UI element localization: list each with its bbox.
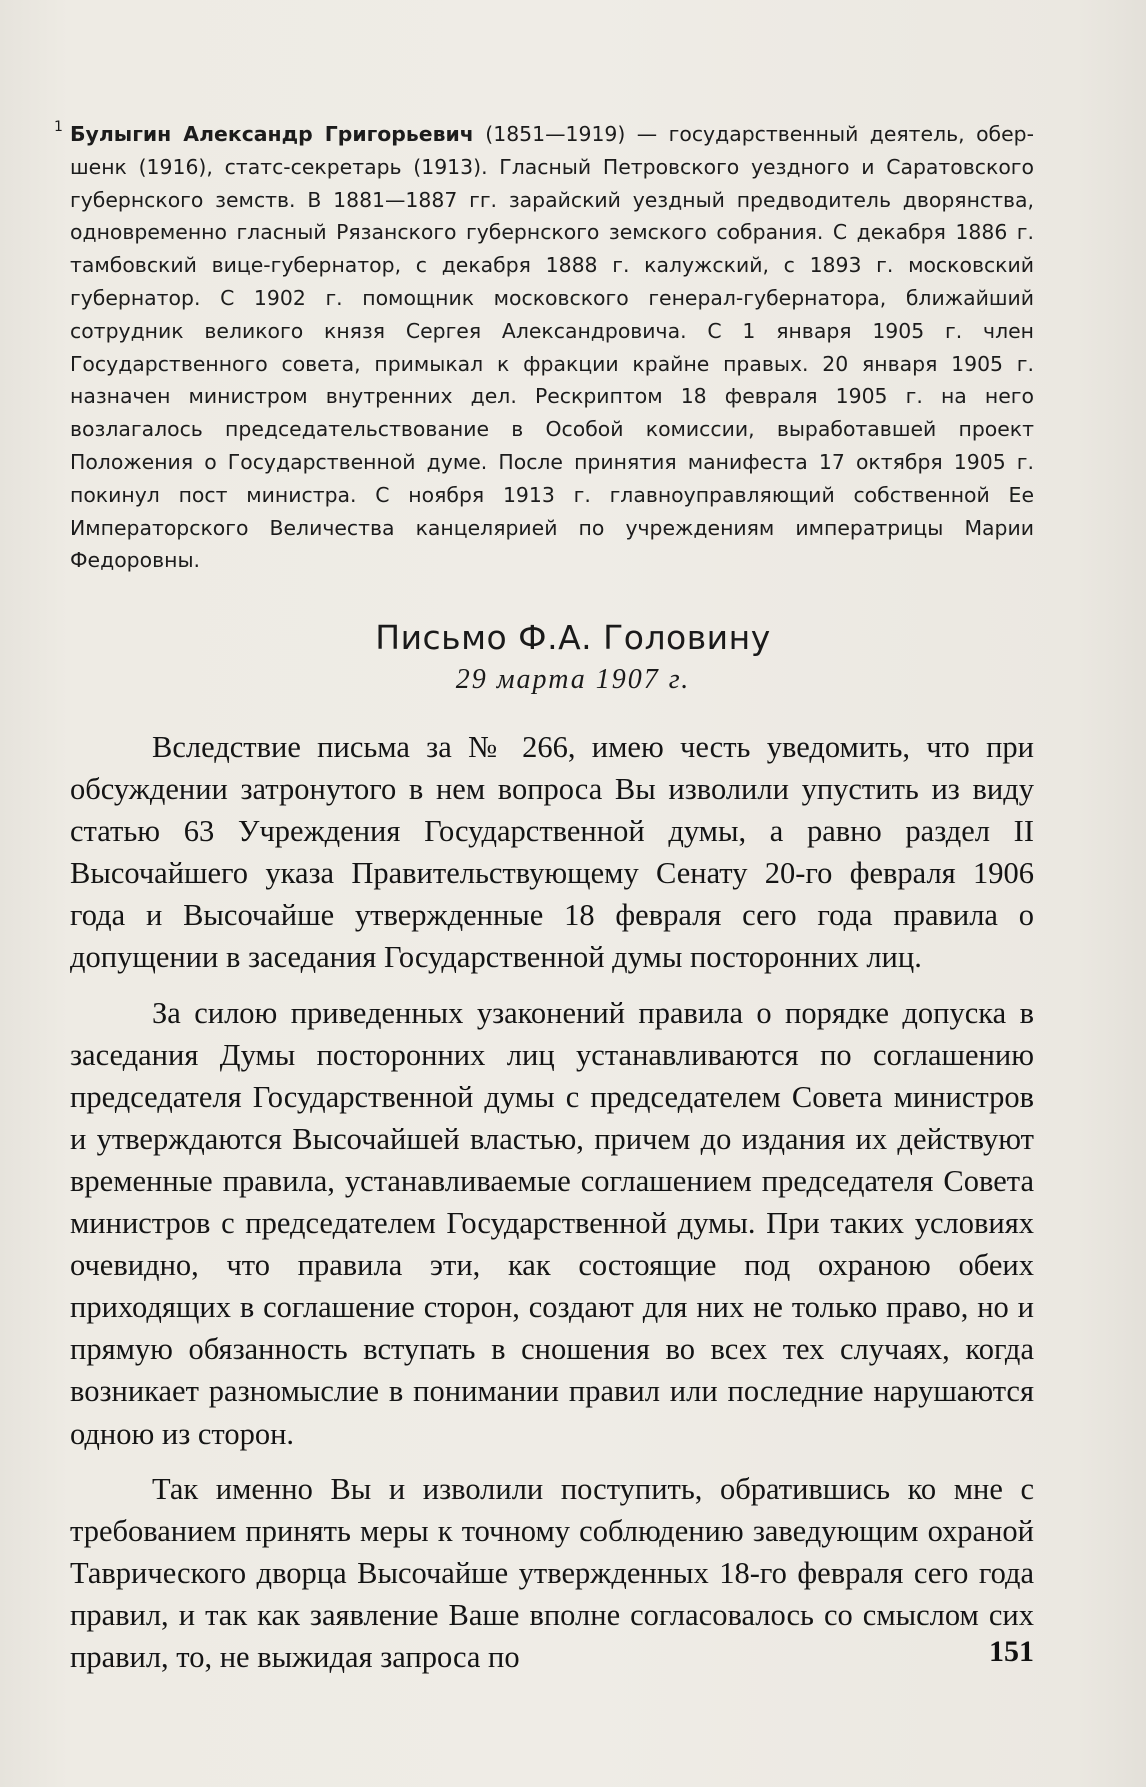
letter-paragraph-2: За силою приведенных узаконений правила о порядке допуска в заседания Думы посторонних лиц устанавливаются по соглашению председателя Государственной думы с председателем Совета министров и утверждаются Высочайшей властью, причем до издания их действуют временные правила, устанавливаемые соглашением председателя Совета министров с председателем Государственной думы. При таких условиях очевидно, что правила эти, как состоящие под охраною обеих приходящих в соглашение сторон, создают для них не только право, но и прямую обязанность вступать в сношения во всех тех случаях, когда возникает разномыслие в понимании правил или последние нарушаются одною из сторон. bbox=[70, 995, 1034, 1451]
letter-body bbox=[70, 726, 1034, 1691]
footnote bbox=[54, 118, 1034, 577]
letter-date: 29 марта 1907 г. bbox=[455, 664, 691, 695]
footnote-text: (1851—1919) — государственный деятель, обер-шенк (1916), статс-секретарь (1913). Гласный Петровского уездного и Саратовского губернского земств. В 1881—1887 гг. зарайский уездный предводитель дворянства, одновременно гласный Рязанского губернского земского собрания. С декабря 1886 г. тамбовский вице-губернатор, с декабря 1888 г. калужский, с 1893 г. московский губернатор. С 1902 г. помощник московского генерал-губернатора, ближайший сотрудник великого князя Сергея Александровича. С 1 января 1905 г. член Государственного совета, примыкал к фракции крайне правых. 20 января 1905 г. назначен министром внутренних дел. Рескриптом 18 февраля 1905 г. на него возлагалось председательствование в Особой комиссии, выработавшей проект Положения о Государственной думе. После принятия манифеста 17 октября 1905 г. покинул пост министра. С ноября 1913 г. главноуправляющий собственной Ее Императорского Величества канцелярией по учреждениям императрицы Марии Федоровны. bbox=[70, 122, 1034, 573]
footnote-person-name: Булыгин Александр Григорьевич bbox=[70, 122, 474, 146]
letter-paragraph-3: Так именно Вы и изволили поступить, обратившись ко мне с требованием принять меры к точному соблюдению заведующим охраной Таврического дворца Высочайше утвержденных 18-го февраля сего года правил, и так как заявление Ваше вполне согласовалось со смыслом сих правил, то, не выжидая запроса по bbox=[70, 1471, 1034, 1674]
page-number: 151 bbox=[989, 1635, 1034, 1668]
letter-title: Письмо Ф.А. Головину bbox=[375, 618, 771, 657]
letter-paragraph-1: Вследствие письма за № 266, имею честь уведомить, что при обсуждении затронутого в нем вопроса Вы изволили упустить из виду статью 63 Учреждения Государственной думы, а равно раздел II Высочайшего указа Правительствующему Сенату 20-го февраля 1906 года и Высочайше утвержденные 18 февраля сего года правила о допущении в заседания Государственной думы посторонних лиц. bbox=[70, 730, 1034, 975]
footnote-marker: 1 bbox=[54, 119, 63, 135]
